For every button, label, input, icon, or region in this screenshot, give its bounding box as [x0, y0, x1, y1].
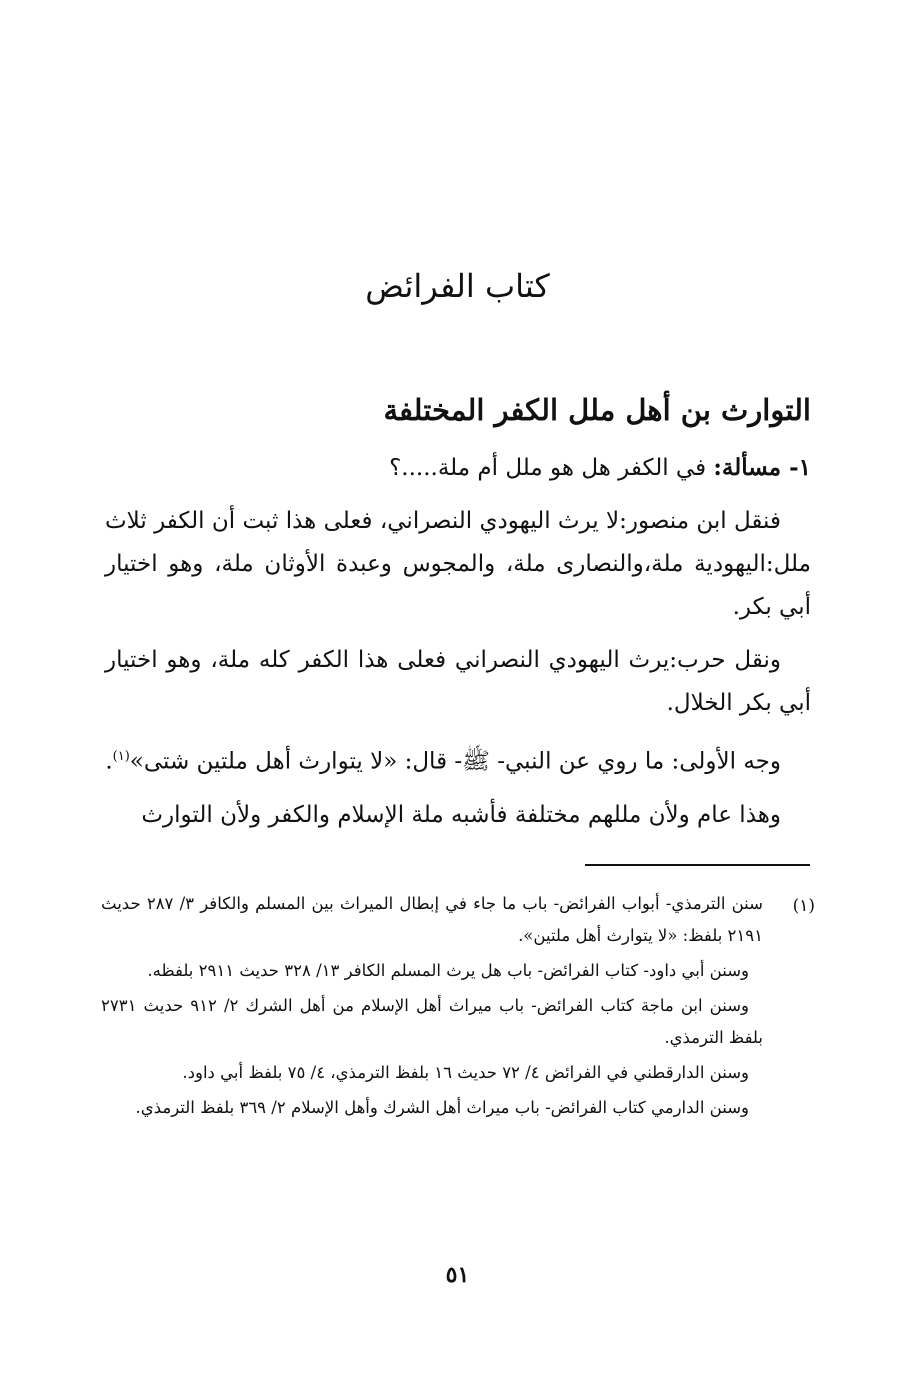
footnotes [101, 888, 763, 1127]
footnote-darimi: وسنن الدارمي كتاب الفرائض- باب ميراث أهل الشرك وأهل الإسلام ٢/ ٣٦٩ بلفظ الترمذي. [135, 1098, 749, 1117]
page-number: ٥١ [445, 1262, 470, 1288]
evidence-paragraph: وجه الأولى: ما روي عن النبي- ﷺ- قال: «لا يتوارث أهل ملتين شتى»$^{(١)}$. [105, 748, 781, 775]
footnote-daraqutni: وسنن الدارقطني في الفرائض ٤/ ٧٢ حديث ١٦ بلفظ الترمذي، ٤/ ٧٥ بلفظ أبي داود. [182, 1063, 749, 1082]
continuing-paragraph: وهذا عام ولأن مللهم مختلفة فأشبه ملة الإسلام والكفر ولأن التوارث [141, 801, 781, 828]
book-title: كتاب الفرائض [365, 267, 550, 305]
paragraph-harb: ونقل حرب:يرث اليهودي النصراني فعلى هذا الكفر كله ملة، وهو اختيار أبي بكر الخلال. [105, 647, 811, 716]
footnote-number: (١) [792, 896, 815, 916]
question-text: في الكفر هل هو ملل أم ملة.....؟ [389, 455, 714, 481]
footnote-reference: (١) [112, 749, 130, 764]
footnote-divider [585, 864, 810, 866]
footnote-abu-dawud: وسنن أبي داود- كتاب الفرائض- باب هل يرث المسلم الكافر ١٣/ ٣٢٨ حديث ٢٩١١ بلفظه. [147, 961, 749, 980]
evidence-text: وجه الأولى: ما روي عن النبي- ﷺ- قال: «لا يتوارث أهل ملتين شتى» [129, 748, 781, 775]
footnote-ibn-majah: وسنن ابن ماجة كتاب الفرائض- باب ميراث أهل الإسلام من أهل الشرك ٢/ ٩١٢ حديث ٢٧٣١ بلفظ الترمذي. [101, 996, 763, 1047]
question-number: ١- مسألة: [713, 454, 811, 481]
main-text [105, 446, 811, 847]
paragraph-ibn-mansur: فنقل ابن منصور:لا يرث اليهودي النصراني، فعلى هذا ثبت أن الكفر ثلاث ملل:اليهودية ملة،والنصارى ملة، والمجوس وعبدة الأوثان ملة، وهو اختيار أبي بكر. [105, 508, 811, 620]
section-heading: التوارث بن أهل ملل الكفر المختلفة [383, 393, 811, 427]
question-paragraph [105, 446, 811, 490]
footnote-tirmidhi: سنن الترمذي- أبواب الفرائض- باب ما جاء في إبطال الميراث بين المسلم والكافر ٣/ ٢٨٧ حديث ٢١٩١ بلفظ: «لا يتوارث أهل ملتين». [101, 894, 763, 945]
